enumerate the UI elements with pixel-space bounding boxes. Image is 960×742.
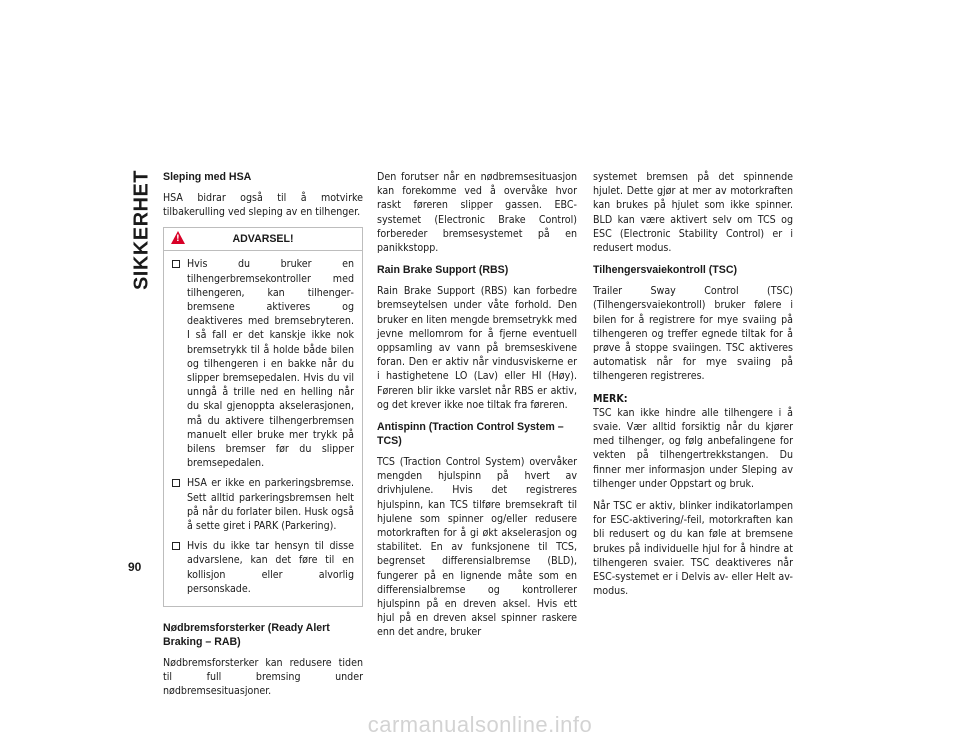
warning-item <box>172 539 354 596</box>
warning-title: ADVARSEL! <box>232 233 294 246</box>
warning-item-text: HSA er ikke en parkeringsbremse. Sett alltid parkeringsbremsen helt på når du forlater bilen. Husk også å sette giret i PARK (Parkering). <box>187 477 354 533</box>
warning-exclamation-icon: ! <box>176 234 180 245</box>
paragraph-tsc: Trailer Sway Control (TSC) (Tilhengersvaiekontroll) bruker følere i bilen for å registrere for mye svaiing på tilhengeren og treffer egnede tiltak for å prøve å stoppe svaiingen. TSC aktiveres automatisk når for mye svaiing på tilhengeren registreres. <box>593 285 793 383</box>
section-title <box>128 170 156 290</box>
paragraph-last: Når TSC er aktiv, blinker indikatorlampen for ESC-aktivering/-feil, motorkraften kan bli redusert og du kan føle at bremsene brukes på individuelle hjul for å hindre at tilhengeren svaier. TSC deaktiveres når ESC-systemet er i Delvis av- eller Helt av-modus. <box>593 500 793 598</box>
paragraph-hsa: HSA bidrar også til å motvirke tilbakerulling ved sleping av en tilhenger. <box>163 192 363 219</box>
checkbox-bullet-icon <box>172 260 180 268</box>
column-3 <box>593 170 793 606</box>
paragraph-continued: systemet bremsen på det spinnende hjulet. Dette gjør at mer av motorkraften kan brukes på hjulet som ikke spinner. BLD kan være aktivert selv om TCS og ESC (Electronic Stability Control) er i redusert modus. <box>593 171 793 255</box>
paragraph-tcs: TCS (Traction Control System) overvåker mengden hjulspinn på hvert av drivhjulene. Hvis det registreres hjulspinn, kan TCS tilføre bremsekraft til hjulene som spinner og/eller redusere motorkraften for å gi økt akselerasjon og stabilitet. En av funksjonene til TCS, begrenset differensialbremse (BLD), fungerer på en lignende måte som en differensialbremse og kontrollerer hjulspinn på en dreven aksel. Hvis ett hjul på en dreven aksel spinner raskere enn det andre, bruker <box>377 456 577 639</box>
warning-list <box>164 251 362 606</box>
page-number: 90 <box>128 560 142 574</box>
column-1 <box>163 170 363 707</box>
warning-item-text: Hvis du bruker en tilhengerbremsekontroller med tilhengeren, kan tilhengerbremsene aktiveres og deaktiveres med bremsebryteren. I så fall er det kanskje ikke nok bremsetrykk til å holde både bilen og tilhengeren i en bakke når du slipper bremsepedalen. Hvis du vil unngå å trille ned en helling når du skal gjenoppta akselerasjonen, må du aktivere tilhengerbremsen manuelt eller bruke mer trykk på bilens bremser før du slipper bremsepedalen. <box>187 258 354 470</box>
section-title-text: SIKKERHET <box>130 169 153 291</box>
warning-box <box>163 227 363 607</box>
note-label: MERK: <box>593 392 628 405</box>
heading-rbs: Rain Brake Support (RBS) <box>377 264 509 277</box>
warning-item <box>172 257 354 470</box>
warning-header <box>164 228 362 251</box>
footer-watermark: carmanualsonline.info <box>367 712 593 737</box>
warning-item-text: Hvis du ikke tar hensyn til disse advarslene, kan det føre til en kollisjon eller alvorlig personskade. <box>187 540 354 595</box>
heading-hsa: Sleping med HSA <box>163 171 252 183</box>
heading-tcs: Antispinn (Traction Control System – TCS) <box>377 421 564 448</box>
paragraph-rab: Nødbremsforsterker kan redusere tiden til full bremsing under nødbremsesituasjoner. <box>163 657 363 698</box>
heading-tsc: Tilhengersvaiekontroll (TSC) <box>593 264 738 277</box>
column-2 <box>377 170 577 648</box>
note-text: TSC kan ikke hindre alle tilhengere i å svaie. Vær alltid forsiktig når du kjører med tilhenger, og følg anbefalingene for vekten på tilhengertrekkstangen. Du finner mer informasjon under Sleping av tilhenger under Oppstart og bruk. <box>593 406 793 490</box>
checkbox-bullet-icon <box>172 542 180 550</box>
heading-rab: Nødbremsforsterker (Ready Alert Braking – RAB) <box>163 622 330 649</box>
checkbox-bullet-icon <box>172 479 180 487</box>
warning-item <box>172 476 354 533</box>
paragraph-rbs: Rain Brake Support (RBS) kan forbedre bremseytelsen under våte forhold. Den bruker en liten mengde bremsetrykk med jevne mellomrom for å fjerne eventuell oppsamling av vann på bremseskivene foran. Den er aktiv når vindusviskerne er i hastighetene LO (Lav) eller HI (Høy). Føreren blir ikke varslet når RBS er aktiv, og det krever ikke noe tiltak fra føreren. <box>377 285 577 411</box>
paragraph-intro: Den forutser når en nødbremsesituasjon kan forekomme ved å overvåke hvor raskt føreren slipper gassen. EBC-systemet (Electronic Brake Control) forbereder bremsesystemet på en panikkstopp. <box>377 171 577 255</box>
